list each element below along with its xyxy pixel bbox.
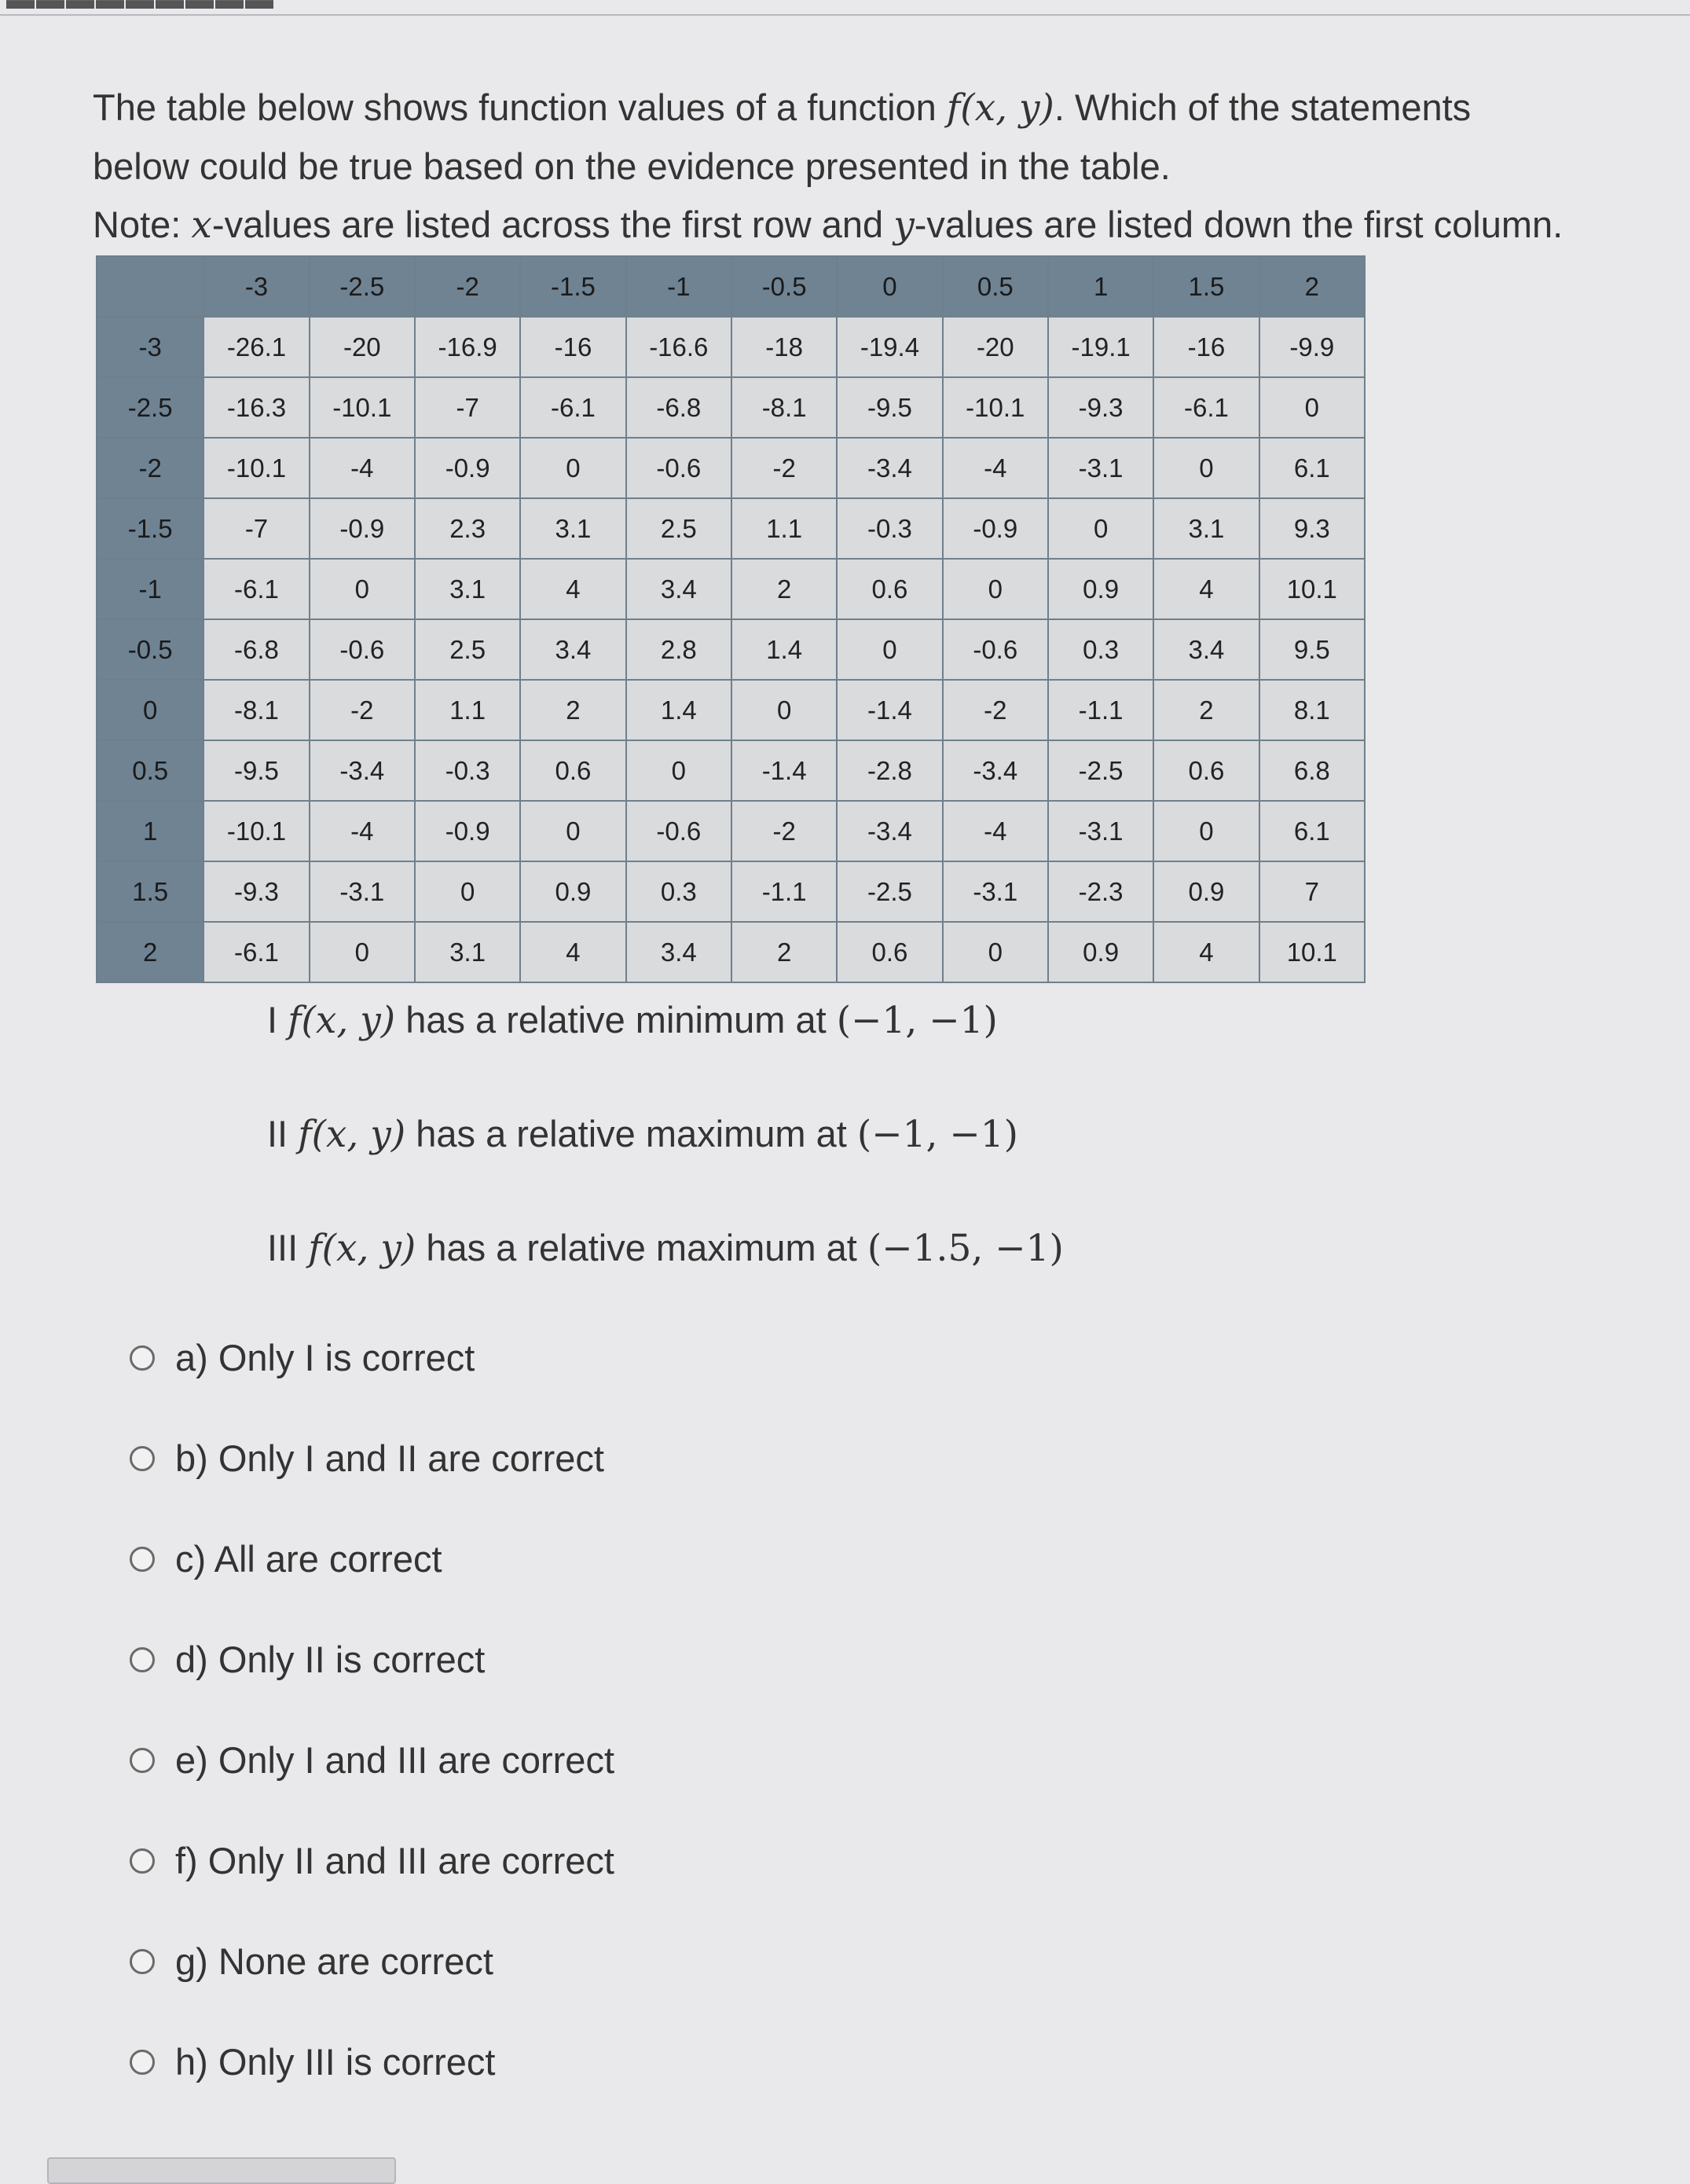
y-value-header: 1 bbox=[97, 801, 203, 861]
statement-text: has a relative minimum at bbox=[395, 999, 837, 1041]
table-row bbox=[97, 377, 1365, 438]
table-cell: -9.9 bbox=[1259, 317, 1365, 377]
question-line-1 bbox=[93, 79, 1648, 138]
table-cell: 0 bbox=[943, 559, 1048, 619]
table-cell: 0 bbox=[731, 680, 837, 740]
table-cell: 9.5 bbox=[1259, 619, 1365, 680]
question-function: f(x, y) bbox=[946, 86, 1054, 130]
statement-function: f(x, y) bbox=[298, 1113, 406, 1156]
table-cell: 6.1 bbox=[1259, 438, 1365, 498]
table-cell: -3.4 bbox=[943, 740, 1048, 801]
option-g[interactable] bbox=[130, 1940, 493, 1983]
table-cell: -8.1 bbox=[731, 377, 837, 438]
y-value-header: 1.5 bbox=[97, 861, 203, 922]
table-cell: -1.1 bbox=[731, 861, 837, 922]
table-cell: -4 bbox=[310, 438, 415, 498]
table-cell: 4 bbox=[1153, 922, 1259, 982]
table-cell: -16.6 bbox=[626, 317, 731, 377]
x-value-header: -1 bbox=[626, 256, 731, 317]
y-value-header: 0 bbox=[97, 680, 203, 740]
table-row bbox=[97, 498, 1365, 559]
table-cell: -2.5 bbox=[837, 861, 942, 922]
table-cell: 10.1 bbox=[1259, 559, 1365, 619]
table-cell: 4 bbox=[520, 559, 625, 619]
option-label: a) Only I is correct bbox=[175, 1337, 475, 1378]
table-cell: -0.6 bbox=[626, 801, 731, 861]
table-cell: 3.1 bbox=[415, 922, 520, 982]
option-label: e) Only I and III are correct bbox=[175, 1739, 614, 1781]
table-cell: -2 bbox=[310, 680, 415, 740]
table-cell: 2 bbox=[1153, 680, 1259, 740]
option-h[interactable] bbox=[130, 2040, 495, 2083]
table-cell: -6.1 bbox=[203, 922, 309, 982]
table-cell: -19.1 bbox=[1048, 317, 1153, 377]
table-row bbox=[97, 438, 1365, 498]
option-d[interactable] bbox=[130, 1638, 485, 1681]
y-value-header: -2.5 bbox=[97, 377, 203, 438]
table-cell: 0 bbox=[310, 922, 415, 982]
table-cell: 1.1 bbox=[731, 498, 837, 559]
table-cell: 3.4 bbox=[520, 619, 625, 680]
table-cell: 0.6 bbox=[520, 740, 625, 801]
table-cell: 1.4 bbox=[731, 619, 837, 680]
option-f[interactable] bbox=[130, 1839, 614, 1882]
table-cell: -3.4 bbox=[837, 801, 942, 861]
table-cell: -18 bbox=[731, 317, 837, 377]
table-cell: -0.6 bbox=[626, 438, 731, 498]
table-row bbox=[97, 619, 1365, 680]
table-cell: 2.8 bbox=[626, 619, 731, 680]
table-cell: 7 bbox=[1259, 861, 1365, 922]
table-cell: 6.1 bbox=[1259, 801, 1365, 861]
table-row bbox=[97, 680, 1365, 740]
statement-number: II bbox=[267, 1113, 288, 1154]
radio-button[interactable] bbox=[130, 1547, 155, 1572]
option-label: f) Only II and III are correct bbox=[175, 1840, 614, 1881]
table-cell: 0.9 bbox=[1048, 922, 1153, 982]
table-cell: -3.1 bbox=[310, 861, 415, 922]
table-cell: -10.1 bbox=[943, 377, 1048, 438]
table-cell: -10.1 bbox=[310, 377, 415, 438]
statement-point: (−1.5, −1) bbox=[867, 1227, 1064, 1270]
table-row bbox=[97, 740, 1365, 801]
header-cropped-text bbox=[6, 0, 275, 16]
statement-number: III bbox=[267, 1227, 299, 1268]
table-cell: 3.1 bbox=[520, 498, 625, 559]
table-cell: -3.4 bbox=[837, 438, 942, 498]
x-value-header: 0.5 bbox=[943, 256, 1048, 317]
table-cell: -2 bbox=[731, 438, 837, 498]
table-cell: 3.4 bbox=[1153, 619, 1259, 680]
option-label: d) Only II is correct bbox=[175, 1639, 486, 1680]
table-cell: 0 bbox=[1153, 438, 1259, 498]
table-cell: -1.4 bbox=[837, 680, 942, 740]
table-cell: -10.1 bbox=[203, 438, 309, 498]
x-value-header: 1 bbox=[1048, 256, 1153, 317]
y-value-header: -3 bbox=[97, 317, 203, 377]
x-value-header: 0 bbox=[837, 256, 942, 317]
y-value-header: 0.5 bbox=[97, 740, 203, 801]
option-b[interactable] bbox=[130, 1437, 604, 1480]
table-cell: -4 bbox=[943, 801, 1048, 861]
table-cell: 4 bbox=[520, 922, 625, 982]
table-cell: 0.6 bbox=[1153, 740, 1259, 801]
table-cell: -6.1 bbox=[1153, 377, 1259, 438]
table-cell: -6.1 bbox=[520, 377, 625, 438]
option-label: h) Only III is correct bbox=[175, 2041, 496, 2083]
table-cell: -20 bbox=[943, 317, 1048, 377]
question-text bbox=[93, 79, 1648, 255]
x-value-header: -0.5 bbox=[731, 256, 837, 317]
statement-function: f(x, y) bbox=[308, 1227, 416, 1270]
table-cell: -8.1 bbox=[203, 680, 309, 740]
statement-number: I bbox=[267, 999, 278, 1041]
option-e[interactable] bbox=[130, 1738, 614, 1782]
table-cell: 3.1 bbox=[415, 559, 520, 619]
question-line-2: below could be true based on the evidence presented in the table. bbox=[93, 145, 1171, 187]
table-cell: -1.1 bbox=[1048, 680, 1153, 740]
function-values-table bbox=[96, 255, 1366, 983]
table-cell: 6.8 bbox=[1259, 740, 1365, 801]
option-label: c) All are correct bbox=[175, 1538, 442, 1580]
table-cell: 4 bbox=[1153, 559, 1259, 619]
y-value-header: -2 bbox=[97, 438, 203, 498]
y-value-header: -1 bbox=[97, 559, 203, 619]
table-cell: -1.4 bbox=[731, 740, 837, 801]
table-cell: 0.9 bbox=[1153, 861, 1259, 922]
table-cell: -2.5 bbox=[1048, 740, 1153, 801]
table-cell: 0 bbox=[626, 740, 731, 801]
statement-function: f(x, y) bbox=[288, 999, 396, 1042]
statement-2 bbox=[267, 1112, 1018, 1156]
table-cell: 0.9 bbox=[520, 861, 625, 922]
note-prefix: Note: bbox=[93, 204, 192, 245]
table-cell: 3.4 bbox=[626, 922, 731, 982]
radio-button[interactable] bbox=[130, 1647, 155, 1672]
table-cell: -7 bbox=[415, 377, 520, 438]
statement-text: has a relative maximum at bbox=[416, 1227, 867, 1268]
table-cell: 0.9 bbox=[1048, 559, 1153, 619]
radio-button[interactable] bbox=[130, 1446, 155, 1471]
table-cell: -4 bbox=[310, 801, 415, 861]
x-value-header: -2.5 bbox=[310, 256, 415, 317]
table-cell: 0 bbox=[520, 801, 625, 861]
statement-3 bbox=[267, 1226, 1064, 1270]
question-line-1-suffix: . Which of the statements bbox=[1054, 86, 1472, 128]
x-value-header: 1.5 bbox=[1153, 256, 1259, 317]
table-cell: -2 bbox=[731, 801, 837, 861]
table-cell: -3.1 bbox=[943, 861, 1048, 922]
x-value-header: 2 bbox=[1259, 256, 1365, 317]
statement-point: (−1, −1) bbox=[836, 999, 998, 1042]
table-cell: -16.9 bbox=[415, 317, 520, 377]
table-cell: 2.5 bbox=[626, 498, 731, 559]
note-x: x bbox=[191, 204, 212, 247]
table-cell: -16.3 bbox=[203, 377, 309, 438]
y-value-header: 2 bbox=[97, 922, 203, 982]
table-cell: -0.9 bbox=[415, 801, 520, 861]
table-cell: 9.3 bbox=[1259, 498, 1365, 559]
table-cell: 0.6 bbox=[837, 922, 942, 982]
radio-button[interactable] bbox=[130, 1949, 155, 1974]
table-row bbox=[97, 559, 1365, 619]
radio-button[interactable] bbox=[130, 1748, 155, 1773]
table-cell: 2 bbox=[731, 922, 837, 982]
table-cell: 2.3 bbox=[415, 498, 520, 559]
table-cell: 0 bbox=[837, 619, 942, 680]
y-value-header: -1.5 bbox=[97, 498, 203, 559]
statement-text: has a relative maximum at bbox=[405, 1113, 857, 1154]
option-a[interactable] bbox=[130, 1336, 475, 1379]
question-line-1-prefix: The table below shows function values of a function bbox=[93, 86, 947, 128]
table-row bbox=[97, 801, 1365, 861]
table-cell: -0.9 bbox=[310, 498, 415, 559]
table-cell: 2 bbox=[520, 680, 625, 740]
table-cell: -16 bbox=[520, 317, 625, 377]
note-mid: -values are listed across the first row and bbox=[211, 204, 894, 245]
table-row bbox=[97, 922, 1365, 982]
table-cell: -3.4 bbox=[310, 740, 415, 801]
table-cell: -0.3 bbox=[837, 498, 942, 559]
table-row bbox=[97, 861, 1365, 922]
submit-button-partial[interactable] bbox=[47, 2157, 396, 2184]
table-cell: -6.8 bbox=[203, 619, 309, 680]
table-cell: 2.5 bbox=[415, 619, 520, 680]
table-cell: -10.1 bbox=[203, 801, 309, 861]
table-cell: 1.1 bbox=[415, 680, 520, 740]
x-value-header: -1.5 bbox=[520, 256, 625, 317]
table-cell: 0 bbox=[943, 922, 1048, 982]
note-y: y bbox=[893, 204, 915, 247]
table-header-row bbox=[97, 256, 1365, 317]
option-c[interactable] bbox=[130, 1537, 442, 1580]
table-cell: -6.1 bbox=[203, 559, 309, 619]
table-cell: -2.3 bbox=[1048, 861, 1153, 922]
table-cell: 2 bbox=[731, 559, 837, 619]
table-cell: -0.6 bbox=[310, 619, 415, 680]
radio-button[interactable] bbox=[130, 1848, 155, 1874]
question-note bbox=[93, 196, 1648, 255]
table-cell: -0.9 bbox=[415, 438, 520, 498]
table-cell: -20 bbox=[310, 317, 415, 377]
table-cell: -0.6 bbox=[943, 619, 1048, 680]
table-cell: -4 bbox=[943, 438, 1048, 498]
table-cell: 8.1 bbox=[1259, 680, 1365, 740]
table-cell: -6.8 bbox=[626, 377, 731, 438]
table-cell: 0 bbox=[1153, 801, 1259, 861]
statement-point: (−1, −1) bbox=[856, 1113, 1018, 1156]
table-cell: -19.4 bbox=[837, 317, 942, 377]
table-cell: -9.3 bbox=[1048, 377, 1153, 438]
option-label: g) None are correct bbox=[175, 1940, 493, 1982]
table-cell: 10.1 bbox=[1259, 922, 1365, 982]
table-cell: -9.5 bbox=[837, 377, 942, 438]
table-cell: 0 bbox=[310, 559, 415, 619]
table-cell: 0 bbox=[1259, 377, 1365, 438]
table-cell: -26.1 bbox=[203, 317, 309, 377]
table-cell: 3.1 bbox=[1153, 498, 1259, 559]
table-cell: -2 bbox=[943, 680, 1048, 740]
table-cell: 3.4 bbox=[626, 559, 731, 619]
x-value-header: -2 bbox=[415, 256, 520, 317]
table-cell: -9.5 bbox=[203, 740, 309, 801]
table-cell: 1.4 bbox=[626, 680, 731, 740]
table-cell: -16 bbox=[1153, 317, 1259, 377]
top-header-strip bbox=[0, 0, 1690, 16]
x-value-header: -3 bbox=[203, 256, 309, 317]
table-cell: -7 bbox=[203, 498, 309, 559]
table-row bbox=[97, 317, 1365, 377]
note-suffix: -values are listed down the first column. bbox=[914, 204, 1564, 245]
table-cell: 0.3 bbox=[1048, 619, 1153, 680]
table-cell: 0 bbox=[415, 861, 520, 922]
table-cell: -0.9 bbox=[943, 498, 1048, 559]
table-cell: 0 bbox=[1048, 498, 1153, 559]
table-cell: 0.6 bbox=[837, 559, 942, 619]
table-cell: 0.3 bbox=[626, 861, 731, 922]
y-value-header: -0.5 bbox=[97, 619, 203, 680]
option-label: b) Only I and II are correct bbox=[175, 1437, 604, 1479]
table-cell: -9.3 bbox=[203, 861, 309, 922]
statement-1 bbox=[267, 998, 998, 1042]
table-cell: -3.1 bbox=[1048, 438, 1153, 498]
table-cell: -2.8 bbox=[837, 740, 942, 801]
radio-button[interactable] bbox=[130, 1345, 155, 1371]
table-corner-cell bbox=[97, 256, 203, 317]
table-cell: 0 bbox=[520, 438, 625, 498]
table-cell: -3.1 bbox=[1048, 801, 1153, 861]
radio-button[interactable] bbox=[130, 2050, 155, 2075]
table-cell: -0.3 bbox=[415, 740, 520, 801]
